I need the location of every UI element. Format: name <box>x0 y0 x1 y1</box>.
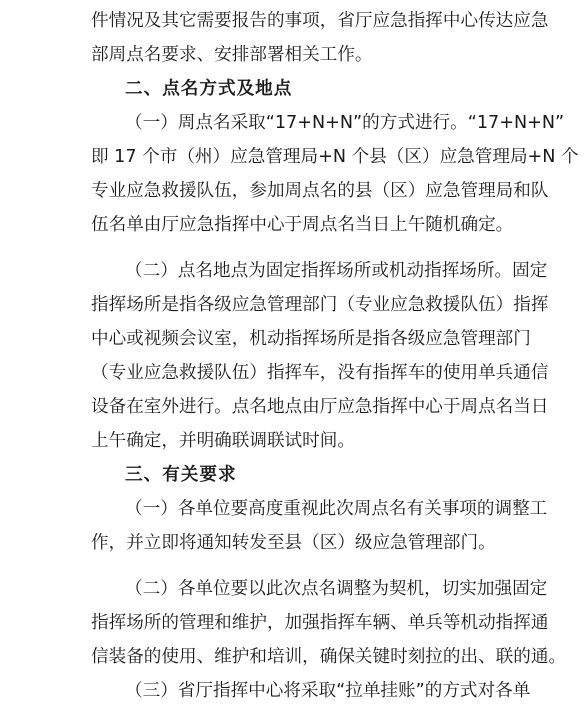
paragraph-line: 专业应急救援队伍，参加周点名的县（区）应急管理局和队 <box>91 181 549 201</box>
paragraph-line: 信装备的使用、维护和培训，确保关键时刻拉的出、联的通。 <box>91 647 567 667</box>
paragraph-line: 部周点名要求、安排部署相关工作。 <box>91 45 373 65</box>
paragraph-line: （三）省厅指挥中心将采取“拉单挂账”的方式对各单 <box>125 681 531 701</box>
paragraph-line: （专业应急救援队伍）指挥车，没有指挥车的使用单兵通信 <box>91 363 549 383</box>
section-heading: 三、有关要求 <box>125 465 237 485</box>
paragraph-line: （一）各单位要高度重视此次周点名有关事项的调整工 <box>125 499 548 519</box>
paragraph-line: （一）周点名采取“17+N+N”的方式进行。“17+N+N” <box>125 113 565 133</box>
paragraph-line: 设备在室外进行。点名地点由厅应急指挥中心于周点名当日 <box>91 397 549 417</box>
paragraph-line: 即 17 个市（州）应急管理局+N 个县（区）应急管理局+N 个 <box>91 147 579 167</box>
paragraph-line: 指挥场所的管理和维护，加强指挥车辆、单兵等机动指挥通 <box>91 613 549 633</box>
section-heading: 二、点名方式及地点 <box>125 79 293 99</box>
paragraph-line: 作，并立即将通知转发至县（区）级应急管理部门。 <box>91 533 496 553</box>
paragraph-line: 指挥场所是指各级应急管理部门（专业应急救援队伍）指挥 <box>91 295 549 315</box>
paragraph-line: （二）点名地点为固定指挥场所或机动指挥场所。固定 <box>125 261 548 281</box>
paragraph-line: 伍名单由厅应急指挥中心于周点名当日上午随机确定。 <box>91 215 514 235</box>
paragraph-line: （二）各单位要以此次点名调整为契机，切实加强固定 <box>125 579 548 599</box>
paragraph-line: 中心或视频会议室，机动指挥场所是指各级应急管理部门 <box>91 329 531 349</box>
paragraph-line: 上午确定，并明确联调联试时间。 <box>91 431 355 451</box>
paragraph-line: 件情况及其它需要报告的事项，省厅应急指挥中心传达应急 <box>91 11 549 31</box>
